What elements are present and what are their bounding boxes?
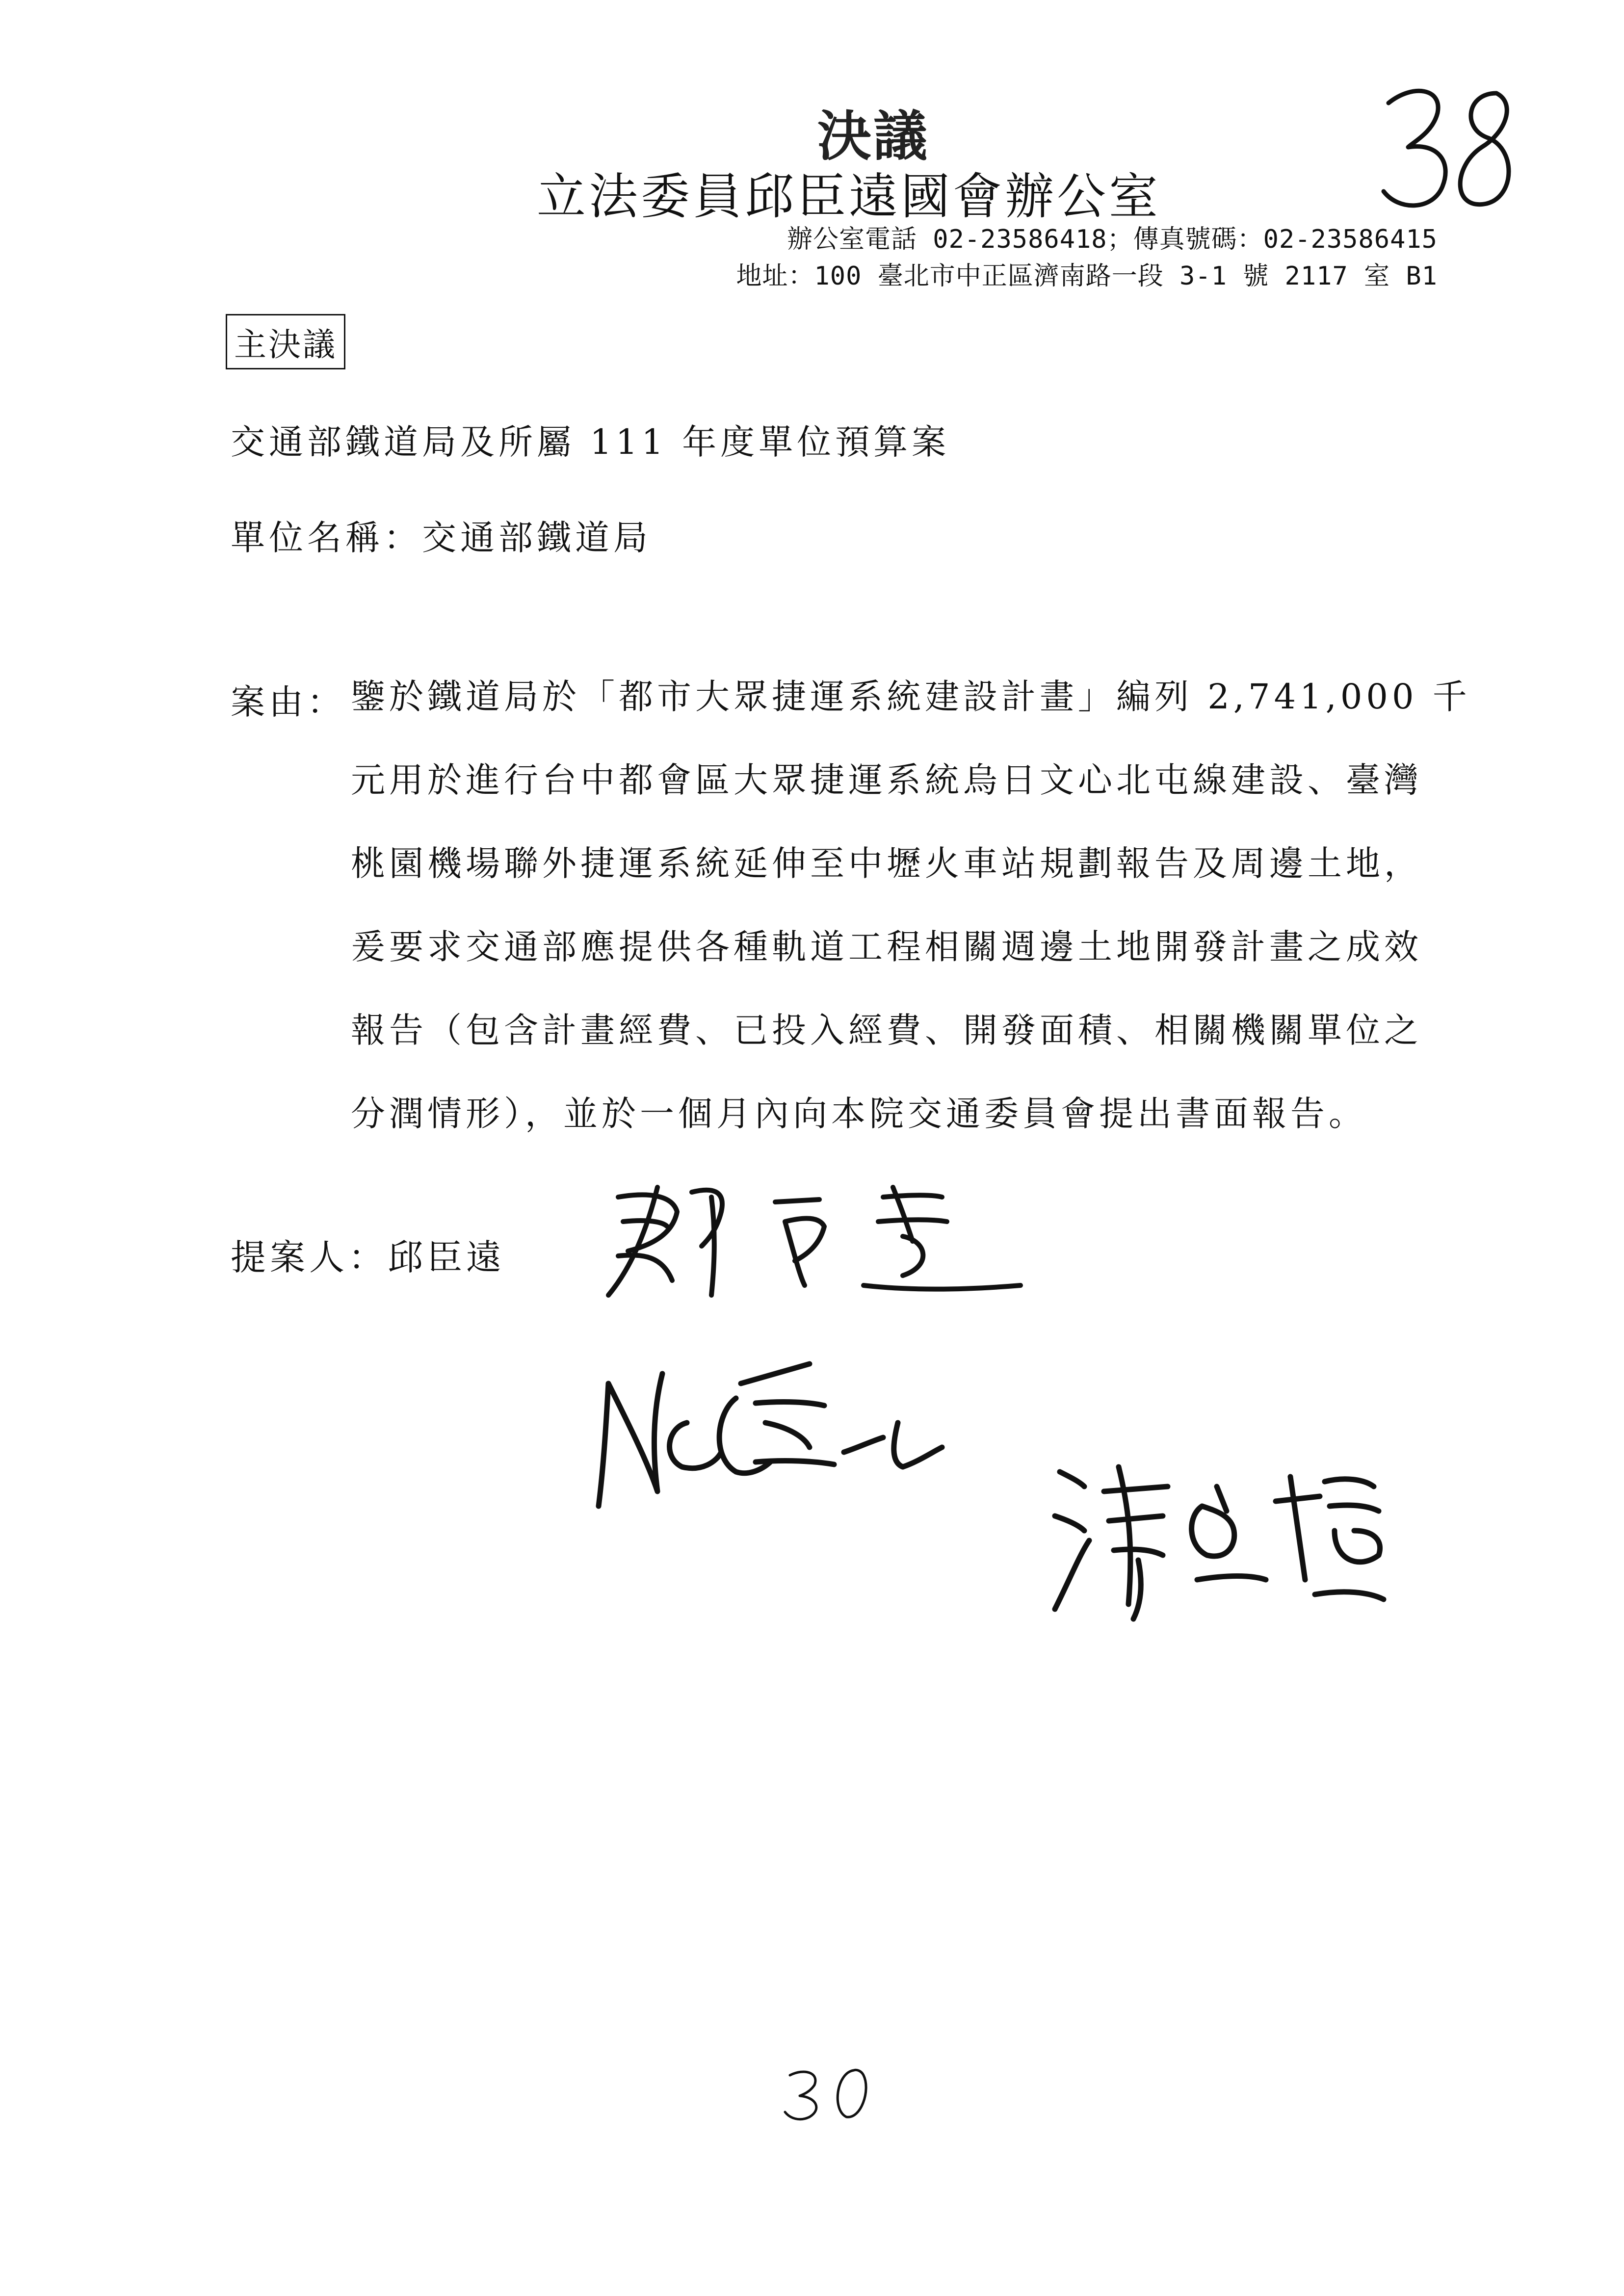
case-line: 爰要求交通部應提供各種軌道工程相關週邊土地開發計畫之成效 xyxy=(351,927,1422,967)
case-body xyxy=(351,675,1471,1175)
office-address: 地址：100 臺北市中正區濟南路一段 3-1 號 2117 室 B1 xyxy=(736,261,1438,291)
case-line: 報告（包含計畫經費、已投入經費、開發面積、相關機關單位之 xyxy=(351,1010,1422,1050)
case-line: 鑒於鐵道局於「都市大眾捷運系統建設計畫」編列 2,741,000 千 xyxy=(351,677,1471,717)
case-line: 元用於進行台中都會區大眾捷運系統烏日文心北屯線建設、臺灣 xyxy=(351,760,1422,800)
proposer-label: 提案人：邱臣遠 xyxy=(231,1237,506,1278)
case-line: 桃園機場聯外捷運系統延伸至中壢火車站規劃報告及周邊土地， xyxy=(351,843,1422,884)
main-resolution-label: 主決議 xyxy=(226,314,345,369)
resolution-stamp-title: 決議 xyxy=(817,104,929,168)
signature-cosigner xyxy=(579,1344,991,1560)
signature-cosigner-hong xyxy=(1040,1433,1393,1634)
budget-case-title: 交通部鐵道局及所屬 111 年度單位預算案 xyxy=(231,422,950,462)
unit-name: 單位名稱：交通部鐵道局 xyxy=(231,518,652,558)
case-line: 分潤情形），並於一個月內向本院交通委員會提出書面報告。 xyxy=(351,1094,1367,1134)
office-title: 立法委員邱臣遠國會辦公室 xyxy=(537,168,1161,225)
handwritten-footer-number xyxy=(775,2061,883,2124)
signature-qiu-chen-yuan xyxy=(589,1168,1030,1310)
office-phone-fax: 辦公室電話 02-23586418；傳真號碼：02-23586415 xyxy=(786,225,1438,254)
handwritten-page-number xyxy=(1369,74,1526,221)
case-label: 案由： xyxy=(231,682,345,722)
